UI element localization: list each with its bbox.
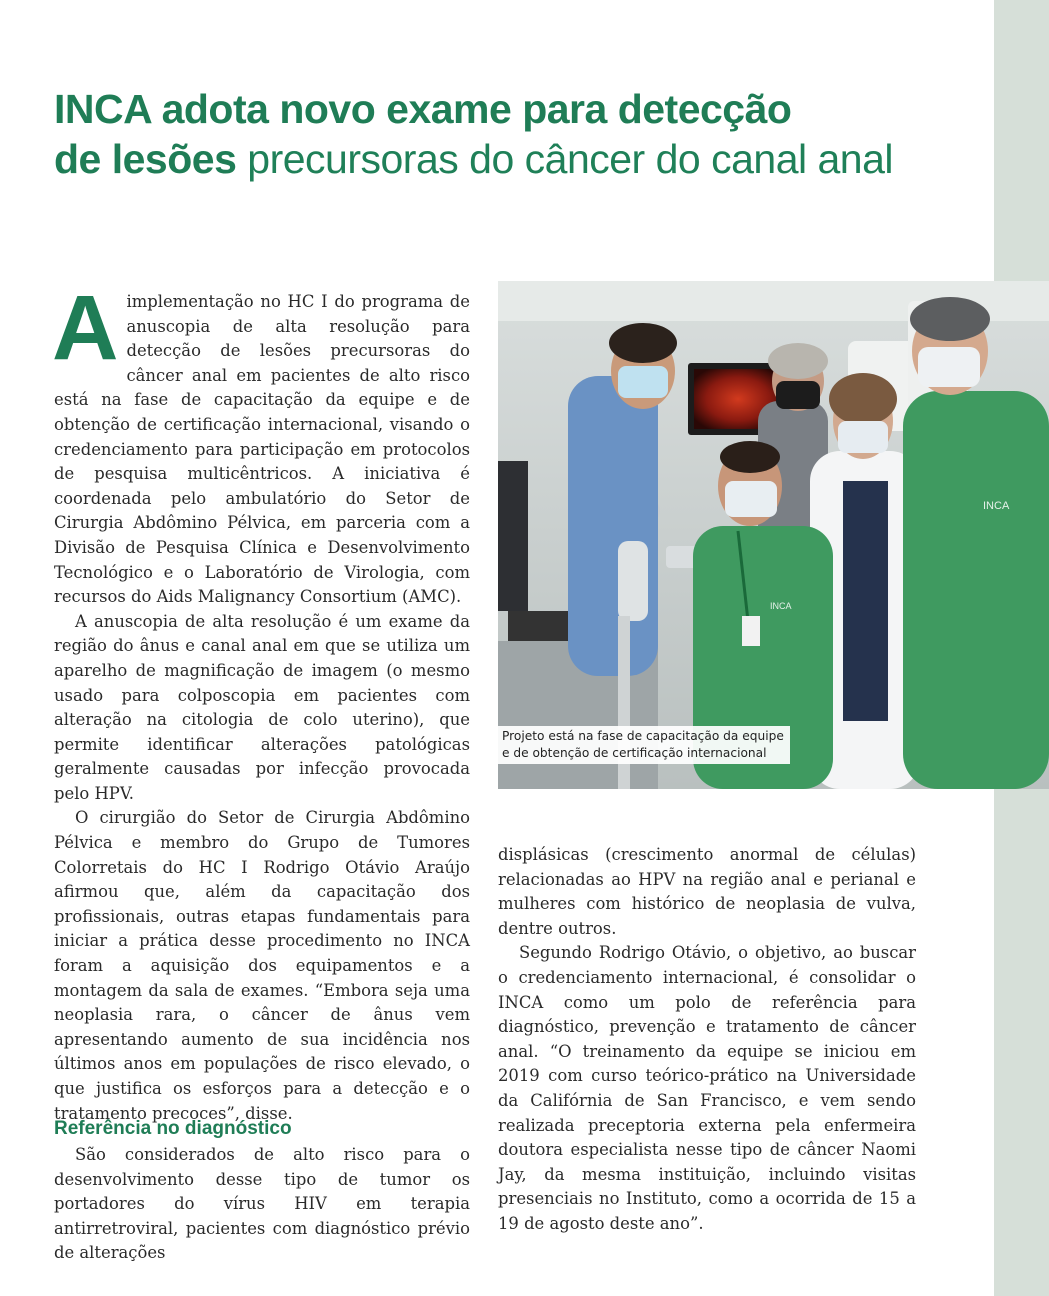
title-line-2-light: precursoras do câncer do canal anal — [236, 136, 894, 182]
paragraph-1-text: implementação no HC I do programa de anuscopia de alta resolução para detecção de lesões precursoras do câncer anal em pacientes de alto risco está na fase de capacitação da equipe e de obtenção de certificação internacional, visando o credenciamento para participação em protocolos de pesquisa multicêntricos. A iniciativa é coordenada pelo ambulatório do Setor de Cirurgia Abdômino Pélvica, em parceria com a Divisão de Pesquisa Clínica e Desenvolvimento Tecnológico e o Laboratório de Virologia, com recursos do Aids Malignancy Consortium (AMC). — [54, 292, 470, 607]
paragraph-5: Segundo Rodrigo Otávio, o objetivo, ao buscar o credenciamento internacional, é consolidar o INCA como um polo de referência para diagnóstico, prevenção e tratamento de câncer anal. “O treinamento da equipe se iniciou em 2019 com curso teórico-prático na Universidade da Califórnia de San Francisco, e vem sendo realizada preceptoria externa pela enfermeira doutora especialista nesse tipo de câncer Naomi Jay, da mesma instituição, incluindo visitas presenciais no Instituto, como a ocorrida de 15 a 19 de agosto deste ano”. — [498, 943, 916, 1233]
section-heading: Referência no diagnóstico — [54, 1118, 292, 1139]
scrub-logo-text: INCA — [983, 500, 1010, 512]
paragraph-2: A anuscopia de alta resolução é um exame da região do ânus e canal anal em que se utiliza um aparelho de magnificação de imagem (o mesmo usado para colposcopia em pacientes com alteração na citologia de colo uterino), que permite identificar alterações patológicas geralmente causadas por infecção provocada pelo HPV. — [54, 611, 470, 803]
title-line-1: INCA adota novo exame para detecção — [54, 86, 792, 132]
photo-caption — [498, 726, 790, 764]
drop-cap: A — [52, 277, 119, 379]
paragraph-3: O cirurgião do Setor de Cirurgia Abdômino Pélvica e membro do Grupo de Tumores Colorretais do HC I Rodrigo Otávio Araújo afirmou que, além da capacitação dos profissionais, outras etapas fundamentais para iniciar a prática desse procedimento no INCA foram a aquisição dos equipamentos e a montagem da sala de exames. “Embora seja uma neoplasia rara, o câncer de ânus vem apresentando aumento de sua incidência nos últimos anos em populações de risco elevado, o que justifica os esforços para a detecção e o tratamento precoces”, disse. — [54, 808, 470, 1123]
paragraph-4: São considerados de alto risco para o desenvolvimento desse tipo de tumor os portadores do vírus HIV em terapia antirretroviral, pacientes com diagnóstico prévio de alterações — [54, 1145, 470, 1263]
article-title — [54, 84, 954, 184]
left-column-bottom — [54, 1117, 470, 1266]
team-photo-illustration — [498, 281, 1049, 789]
caption-line-2: e de obtenção de certificação internacional — [502, 746, 767, 760]
team-photo — [498, 281, 1049, 789]
left-column-top — [52, 277, 470, 1126]
paragraph-4-continued: displásicas (crescimento anormal de células) relacionadas ao HPV na região anal e perianal e mulheres com histórico de neoplasia de vulva, dentre outros. — [498, 845, 916, 938]
caption-line-1: Projeto está na fase de capacitação da equipe — [502, 729, 784, 743]
right-column — [498, 843, 916, 1237]
scrub-logo-text-2: INCA — [770, 601, 792, 611]
paragraph-1 — [52, 277, 470, 610]
title-line-2-bold: de lesões — [54, 136, 237, 182]
